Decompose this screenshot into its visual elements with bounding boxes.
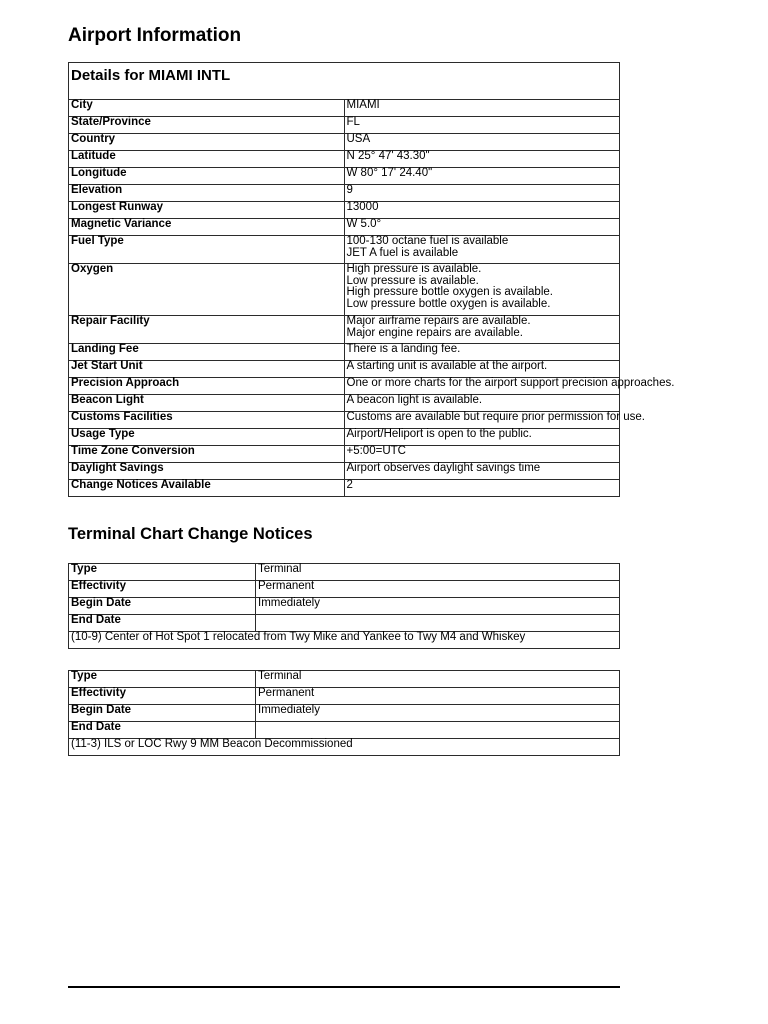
- row-value: A beacon light is available.: [344, 395, 620, 412]
- row-value: [344, 264, 620, 316]
- table-row: [69, 615, 620, 632]
- table-row: [69, 581, 620, 598]
- row-value: Immediately: [256, 598, 620, 615]
- table-row: [69, 671, 620, 688]
- row-value: Immediately: [256, 705, 620, 722]
- table-row: [69, 264, 620, 316]
- change-notice-table: [68, 563, 620, 649]
- row-label: Elevation: [69, 185, 345, 202]
- table-row: [69, 705, 620, 722]
- row-label: Beacon Light: [69, 395, 345, 412]
- table-row: [69, 361, 620, 378]
- table-row: [69, 395, 620, 412]
- row-label: Type: [69, 671, 256, 688]
- table-row: [69, 598, 620, 615]
- row-label: Magnetic Variance: [69, 219, 345, 236]
- row-label: Customs Facilities: [69, 412, 345, 429]
- row-label: Begin Date: [69, 598, 256, 615]
- value-line: 100-130 octane fuel is available: [346, 235, 509, 247]
- row-value: Terminal: [256, 671, 620, 688]
- table-row: [69, 236, 620, 264]
- row-value: One or more charts for the airport support precision approaches.: [344, 378, 620, 395]
- row-label: State/Province: [69, 117, 345, 134]
- row-value: [344, 316, 620, 344]
- row-value: W 5.0°: [344, 219, 620, 236]
- value-line: Low pressure is available.: [346, 274, 479, 287]
- table-row: [69, 100, 620, 117]
- row-value: 13000: [344, 202, 620, 219]
- footer-divider: [68, 986, 620, 988]
- row-label: Longest Runway: [69, 202, 345, 219]
- row-label: Repair Facility: [69, 316, 345, 344]
- table-row: [69, 688, 620, 705]
- row-label: Fuel Type: [69, 236, 345, 264]
- row-value: Airport/Heliport is open to the public.: [344, 429, 620, 446]
- details-header-row: [69, 63, 620, 100]
- table-row: [69, 564, 620, 581]
- row-value: There is a landing fee.: [344, 344, 620, 361]
- notice-description: (11-3) ILS or LOC Rwy 9 MM Beacon Decommissioned: [69, 739, 620, 756]
- row-value: 9: [344, 185, 620, 202]
- row-value: [256, 722, 620, 739]
- table-row: [69, 463, 620, 480]
- table-row: [69, 632, 620, 649]
- table-row: [69, 219, 620, 236]
- row-label: Type: [69, 564, 256, 581]
- table-row: [69, 446, 620, 463]
- airport-details-table: [68, 62, 675, 497]
- row-value: Customs are available but require prior permission for use.: [344, 412, 620, 429]
- row-value: 2: [344, 480, 620, 497]
- row-label: Country: [69, 134, 345, 151]
- row-value: W 80° 17' 24.40": [344, 168, 620, 185]
- row-label: Daylight Savings: [69, 463, 345, 480]
- row-label: Landing Fee: [69, 344, 345, 361]
- table-row: [69, 185, 620, 202]
- table-row: [69, 134, 620, 151]
- table-row: [69, 151, 620, 168]
- row-label: Oxygen: [69, 264, 345, 316]
- row-label: End Date: [69, 722, 256, 739]
- row-value: FL: [344, 117, 620, 134]
- table-row: [69, 739, 620, 756]
- notice-description: (10-9) Center of Hot Spot 1 relocated from Twy Mike and Yankee to Twy M4 and Whiskey: [69, 632, 620, 649]
- row-label: Time Zone Conversion: [69, 446, 345, 463]
- row-value: [344, 236, 620, 264]
- table-row: [69, 480, 620, 497]
- table-row: [69, 722, 620, 739]
- table-row: [69, 378, 620, 395]
- page-title: Airport Information: [68, 25, 242, 46]
- table-row: [69, 344, 620, 361]
- value-line: Major engine repairs are available.: [346, 326, 523, 339]
- row-label: Jet Start Unit: [69, 361, 345, 378]
- value-line: Major airframe repairs are available.: [346, 315, 531, 327]
- table-row: [69, 117, 620, 134]
- table-row: [69, 316, 620, 344]
- notices-section-title: Terminal Chart Change Notices: [68, 525, 313, 543]
- row-label: Begin Date: [69, 705, 256, 722]
- row-label: Precision Approach: [69, 378, 345, 395]
- row-value: [256, 615, 620, 632]
- row-label: City: [69, 100, 345, 117]
- row-value: Airport observes daylight savings time: [344, 463, 620, 480]
- row-value: USA: [344, 134, 620, 151]
- row-label: Change Notices Available: [69, 480, 345, 497]
- row-value: +5:00=UTC: [344, 446, 620, 463]
- table-row: [69, 412, 620, 429]
- change-notice-table: [68, 670, 620, 756]
- table-row: [69, 168, 620, 185]
- row-value: MIAMI: [344, 100, 620, 117]
- row-label: Longitude: [69, 168, 345, 185]
- row-label: Usage Type: [69, 429, 345, 446]
- value-line: JET A fuel is available: [346, 246, 459, 259]
- row-value: Permanent: [256, 688, 620, 705]
- row-value: A starting unit is available at the airport.: [344, 361, 620, 378]
- row-value: N 25° 47' 43.30": [344, 151, 620, 168]
- row-value: Terminal: [256, 564, 620, 581]
- value-line: Low pressure bottle oxygen is available.: [346, 297, 551, 310]
- table-row: [69, 202, 620, 219]
- details-header: Details for MIAMI INTL: [69, 63, 620, 100]
- value-line: High pressure is available.: [346, 263, 482, 275]
- row-label: Effectivity: [69, 581, 256, 598]
- row-label: Latitude: [69, 151, 345, 168]
- row-value: Permanent: [256, 581, 620, 598]
- row-label: Effectivity: [69, 688, 256, 705]
- value-line: High pressure bottle oxygen is available.: [346, 286, 553, 298]
- table-row: [69, 429, 620, 446]
- row-label: End Date: [69, 615, 256, 632]
